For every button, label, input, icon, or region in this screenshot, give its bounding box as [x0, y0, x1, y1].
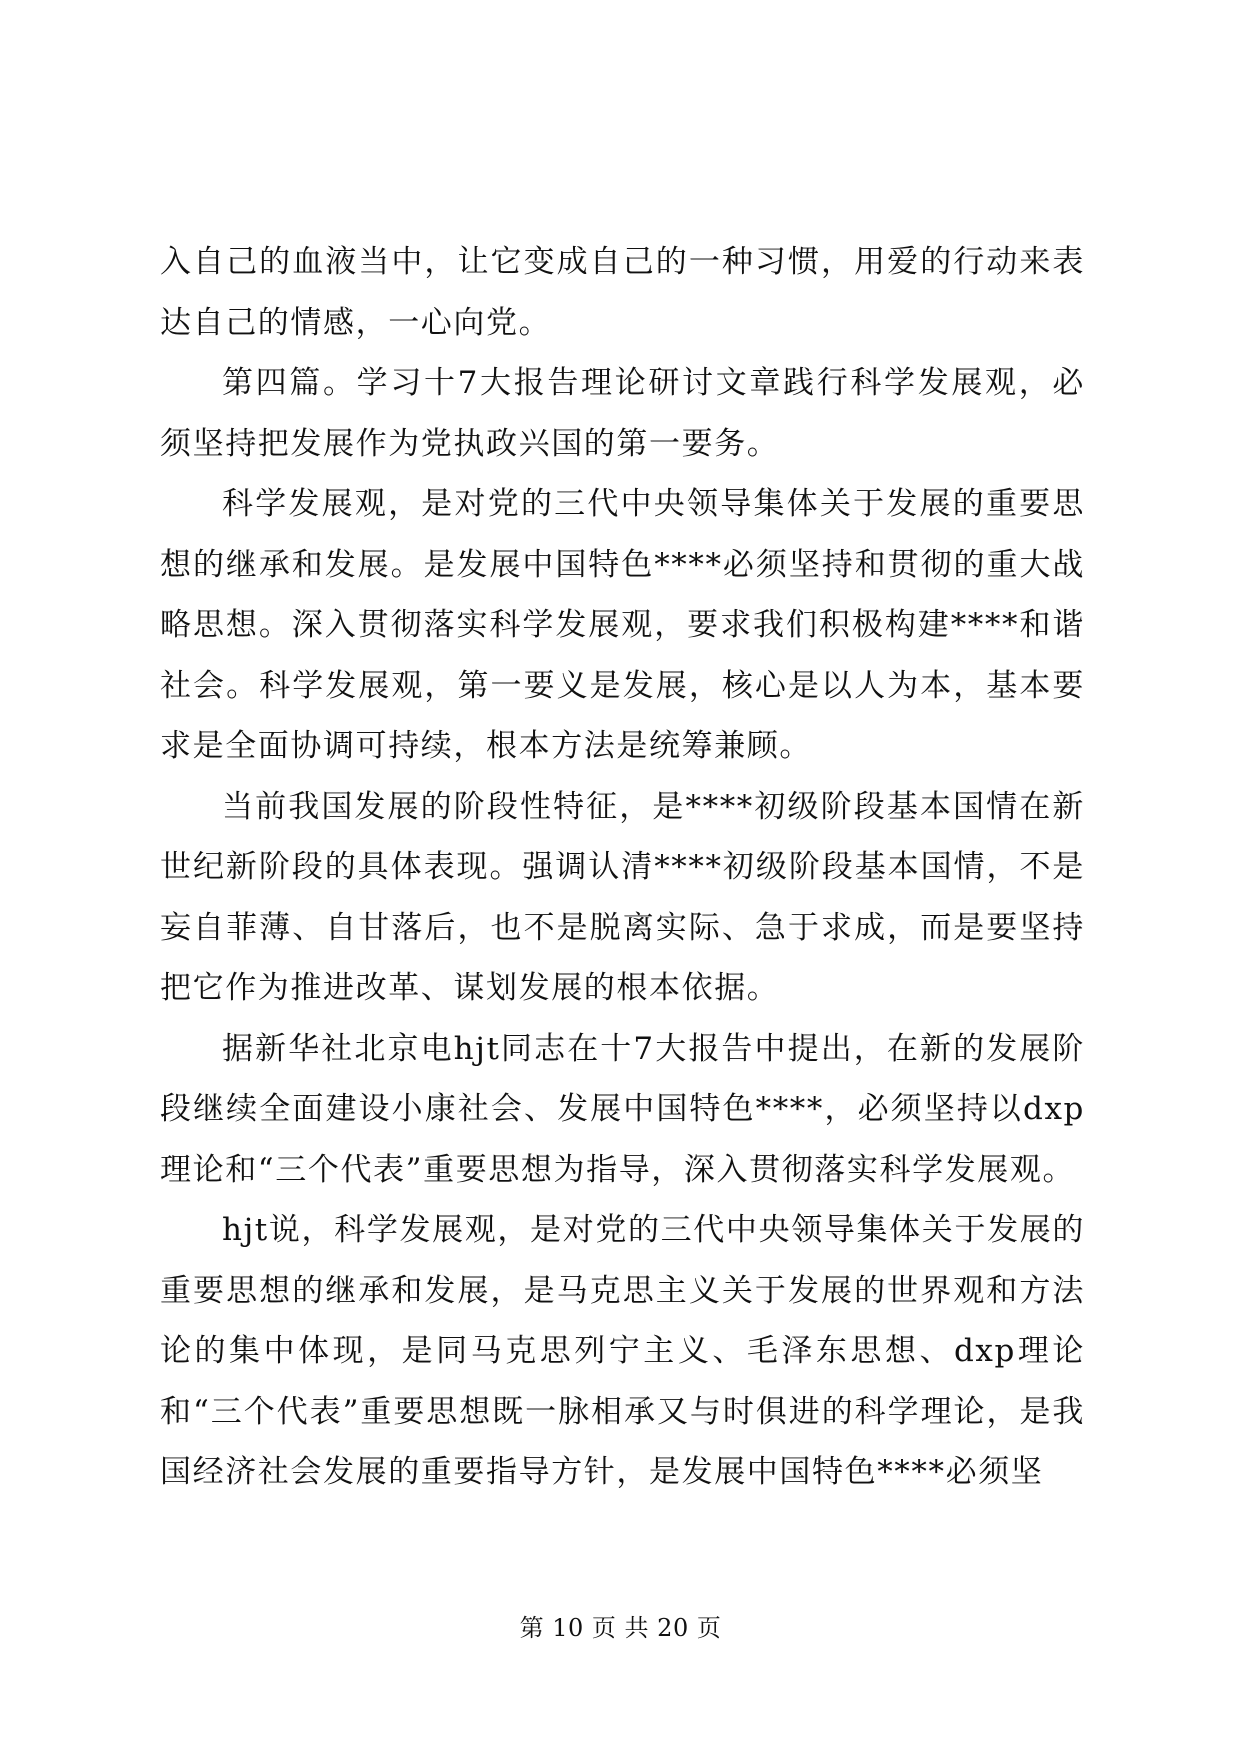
document-body	[160, 232, 1085, 1503]
paragraph-section-title: 第四篇。学习十7大报告理论研讨文章践行科学发展观，必须坚持把发展作为党执政兴国的第一要务。	[160, 365, 1085, 462]
paragraph-continuation: 入自己的血液当中，让它变成自己的一种习惯，用爱的行动来表达自己的情感，一心向党。	[160, 244, 1085, 341]
paragraph: 据新华社北京电hjt同志在十7大报告中提出，在新的发展阶段继续全面建设小康社会、发展中国特色****，必须坚持以dxp理论和“三个代表”重要思想为指导，深入贯彻落实科学发展观。	[160, 1030, 1085, 1188]
paragraph: 当前我国发展的阶段性特征，是****初级阶段基本国情在新世纪新阶段的具体表现。强调认清****初级阶段基本国情，不是妄自菲薄、自甘落后，也不是脱离实际、急于求成，而是要坚持把它作为推进改革、谋划发展的根本依据。	[160, 788, 1085, 1006]
page-footer: 第 10 页 共 20 页	[519, 1614, 722, 1642]
paragraph: hjt说，科学发展观，是对党的三代中央领导集体关于发展的重要思想的继承和发展，是马克思主义关于发展的世界观和方法论的集中体现，是同马克思列宁主义、毛泽东思想、dxp理论和“三个代表”重要思想既一脉相承又与时俱进的科学理论，是我国经济社会发展的重要指导方针，是发展中国特色****必须坚	[160, 1212, 1085, 1490]
paragraph: 科学发展观，是对党的三代中央领导集体关于发展的重要思想的继承和发展。是发展中国特色****必须坚持和贯彻的重大战略思想。深入贯彻落实科学发展观，要求我们积极构建****和谐社会。科学发展观，第一要义是发展，核心是以人为本，基本要求是全面协调可持续，根本方法是统筹兼顾。	[160, 486, 1085, 764]
